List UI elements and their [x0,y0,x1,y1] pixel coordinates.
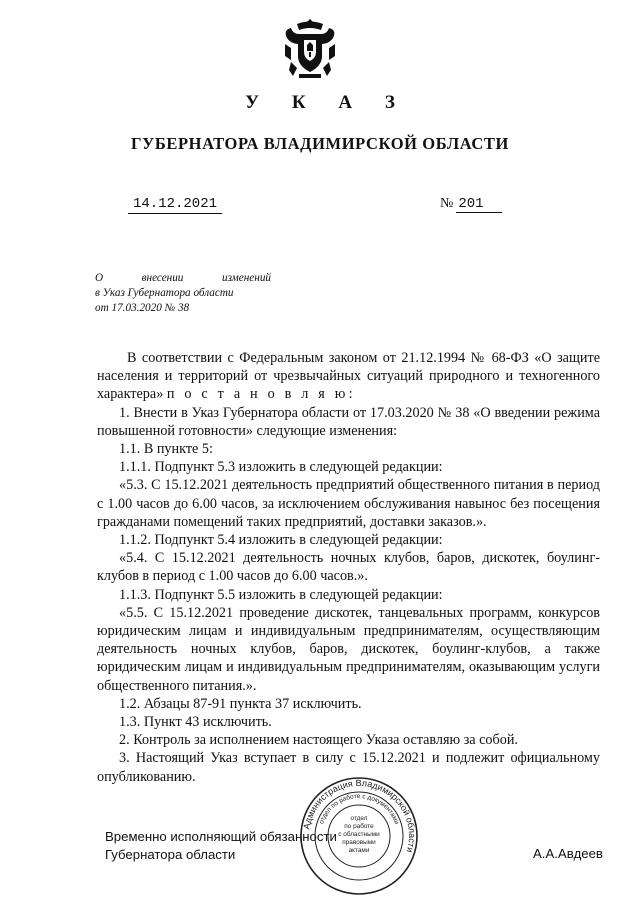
stamp-inner-line: актами [348,847,370,854]
paragraph-3: 3. Настоящий Указ вступает в силу с 15.12.2021 и подлежит официальному опубликованию. [97,750,600,785]
subject-word: внесении [141,272,184,284]
paragraph-1-2: 1.2. Абзацы 87-91 пункта 37 исключить. [119,695,362,712]
quote-5-3: «5.3. С 15.12.2021 деятельность предприятий общественного питания в период с 1.00 часов до 6.00 часов, за исключением обслуживания навынос без посещения гражданами помещений таких предприятий, доставки заказов.». [97,477,600,530]
issuer-title: ГУБЕРНАТОРА ВЛАДИМИРСКОЙ ОБЛАСТИ [131,134,509,153]
signatory-position-line-1: Временно исполняющий обязанности [105,829,337,844]
quote-5-4: «5.4. С 15.12.2021 деятельность ночных клубов, баров, дискотек, боулинг-клубов в период с 1.00 часов до 6.00 часов.». [97,550,600,585]
subject-word: О [95,272,104,284]
subject-line-1 [95,271,271,286]
subject-word: изменений [221,272,272,284]
number-sign: № [440,196,454,211]
subject-line-3: от 17.03.2020 № 38 [95,302,190,314]
stamp-outer-text: Администрация Владимирской области [301,777,418,854]
official-stamp [298,775,420,897]
document-type-title: У К А З [245,92,409,113]
paragraph-1-1-3: 1.1.3. Подпункт 5.5 изложить в следующей редакции: [119,586,443,603]
signatory-name: А.А.Авдеев [533,846,603,861]
preamble-text: В соответствии с Федеральным законом от 21.12.1994 № 68-ФЗ «О защите населения и территорий от чрезвычайных ситуаций природного и техногенного характера» [97,350,600,403]
quote-5-5: «5.5. С 15.12.2021 проведение дискотек, танцевальных программ, конкурсов юридическим лицам и индивидуальным предпринимателям, осуществляющим деятельность ночных клубов, баров, дискотек, боулинг-клубов, а также юридическим лицам и индивидуальным предпринимателям, оказывающим услуги общественного питания.». [97,604,600,694]
subject-line-2: в Указ Губернатора области [95,287,234,299]
decree-body [97,349,600,786]
paragraph-1-3: 1.3. Пункт 43 исключить. [119,714,272,731]
stamp-inner-line: по работе [344,823,374,830]
document-date: 14.12.2021 [128,196,222,214]
document-number [440,196,502,213]
paragraph-1-1-1: 1.1.1. Подпункт 5.3 изложить в следующей редакции: [119,459,443,476]
coat-of-arms-icon [283,18,337,80]
decree-subject [95,271,271,316]
paragraph-1-1: 1.1. В пункте 5: [119,441,213,458]
preamble-decree: п о с т а н о в л я ю: [166,386,356,403]
paragraph-2: 2. Контроль за исполнением настоящего Указа оставляю за собой. [119,732,518,749]
number-value: 201 [456,196,502,213]
stamp-inner-line: с областными [338,831,380,838]
paragraph-1-1-2: 1.1.2. Подпункт 5.4 изложить в следующей редакции: [119,532,443,549]
stamp-inner-line: отдел [350,815,368,822]
paragraph-1: 1. Внести в Указ Губернатора области от 17.03.2020 № 38 «О введении режима повышенной готовности» следующие изменения: [97,404,600,439]
stamp-mid-text: отдел по работе с документами [318,792,401,826]
preamble [97,349,600,404]
signatory-position-line-2: Губернатора области [105,847,236,862]
stamp-inner-line: правовыми [342,839,376,846]
